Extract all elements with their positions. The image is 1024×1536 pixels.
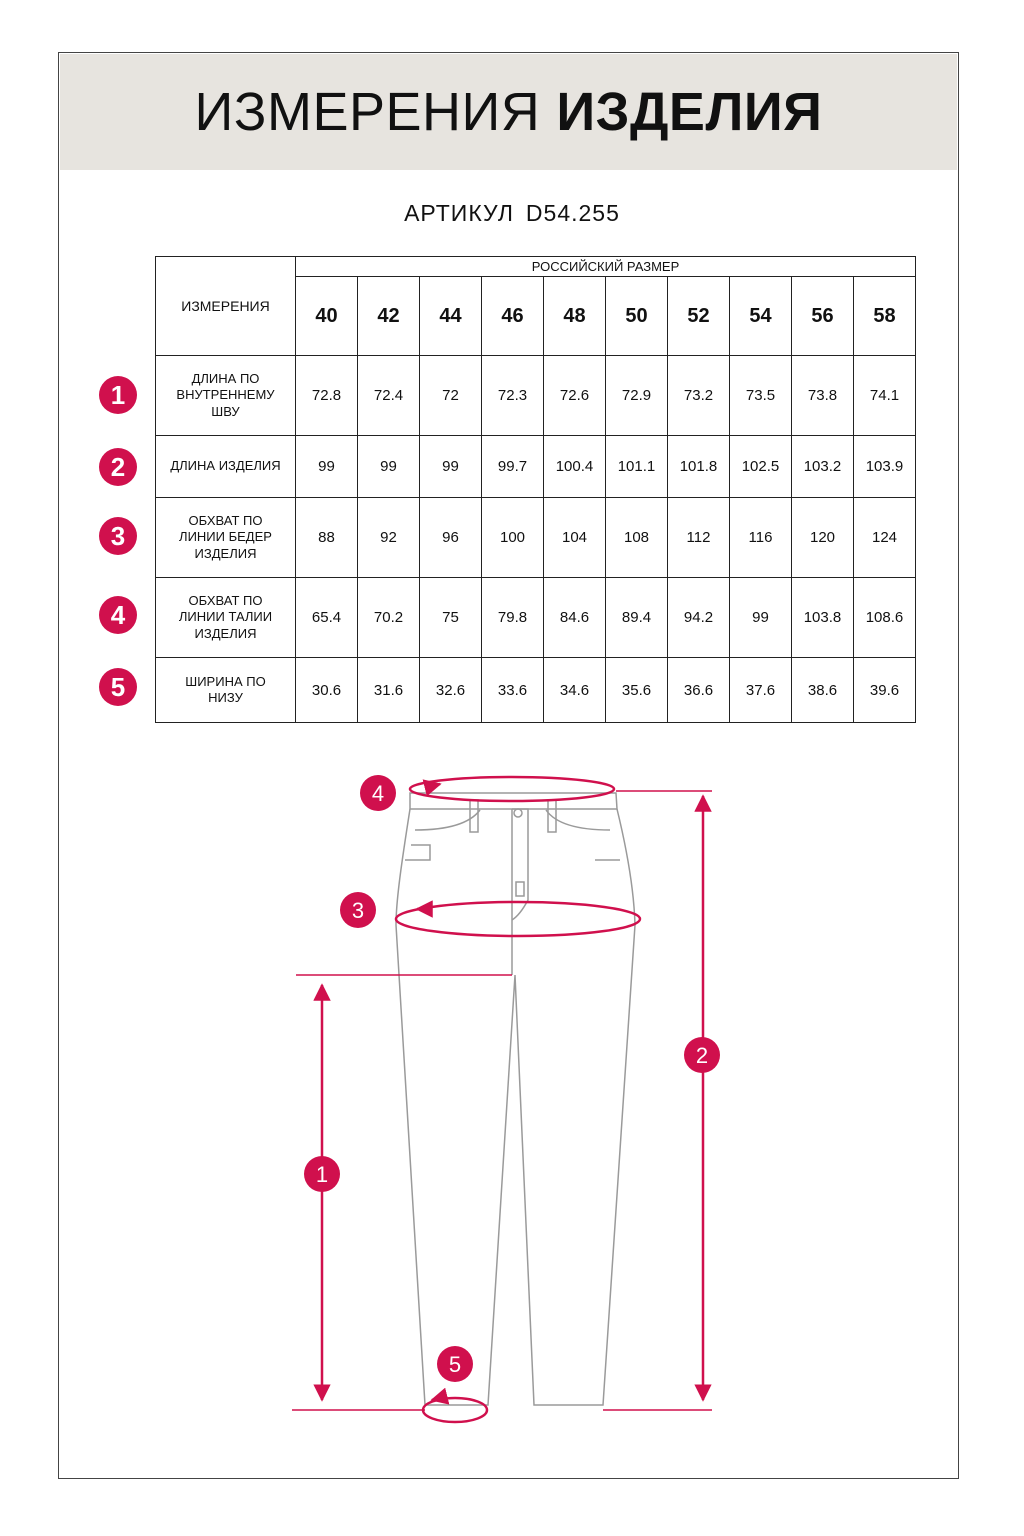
table-cell: 101.1 bbox=[606, 436, 668, 498]
diagram-marker bbox=[437, 1346, 473, 1382]
size-group-header: РОССИЙСКИЙ РАЗМЕР bbox=[296, 257, 916, 277]
table-cell: 34.6 bbox=[544, 658, 606, 723]
table-cell: 72.9 bbox=[606, 356, 668, 436]
table-cell: 38.6 bbox=[792, 658, 854, 723]
size-header: 48 bbox=[544, 277, 606, 356]
size-header: 42 bbox=[358, 277, 420, 356]
table-cell: 65.4 bbox=[296, 578, 358, 658]
row-label-line: ЛИНИИ БЕДЕР bbox=[179, 529, 272, 545]
table-cell: 72.6 bbox=[544, 356, 606, 436]
table-cell: 31.6 bbox=[358, 658, 420, 723]
table-cell: 73.5 bbox=[730, 356, 792, 436]
row-label-line: ЛИНИИ ТАЛИИ bbox=[178, 609, 273, 625]
table-cell: 99 bbox=[358, 436, 420, 498]
table-cell: 35.6 bbox=[606, 658, 668, 723]
diagram-marker-label: 3 bbox=[351, 898, 365, 923]
table-cell: 88 bbox=[296, 498, 358, 578]
row-number-badge: 1 bbox=[99, 376, 137, 414]
table-cell: 89.4 bbox=[606, 578, 668, 658]
row-label-line: ОБХВАТ ПО bbox=[188, 593, 263, 609]
table-cell: 102.5 bbox=[730, 436, 792, 498]
table-cell: 30.6 bbox=[296, 658, 358, 723]
row-number-badge: 4 bbox=[99, 596, 137, 634]
table-cell: 100.4 bbox=[544, 436, 606, 498]
diagram-marker bbox=[684, 1037, 720, 1073]
table-cell: 73.2 bbox=[668, 356, 730, 436]
table-cell: 103.8 bbox=[792, 578, 854, 658]
size-header: 50 bbox=[606, 277, 668, 356]
table-cell: 99 bbox=[296, 436, 358, 498]
diagram-marker-label: 1 bbox=[315, 1162, 329, 1187]
table-cell: 99 bbox=[420, 436, 482, 498]
table-cell: 75 bbox=[420, 578, 482, 658]
table-cell: 72.4 bbox=[358, 356, 420, 436]
reference-lines bbox=[292, 791, 712, 1410]
row-label-line: ОБХВАТ ПО bbox=[188, 513, 263, 529]
row-label-line: ИЗДЕЛИЯ bbox=[194, 545, 257, 561]
size-header: 54 bbox=[730, 277, 792, 356]
diagram-marker-label: 5 bbox=[448, 1352, 462, 1377]
row-number-badge: 2 bbox=[99, 448, 137, 486]
diagram-marker bbox=[340, 892, 376, 928]
table-cell: 73.8 bbox=[792, 356, 854, 436]
diagram-marker bbox=[360, 775, 396, 811]
diagram-marker bbox=[304, 1156, 340, 1192]
size-header: 58 bbox=[854, 277, 916, 356]
row-number-badge: 5 bbox=[99, 668, 137, 706]
table-cell: 72 bbox=[420, 356, 482, 436]
table-cell: 112 bbox=[668, 498, 730, 578]
row-label-line: ШВУ bbox=[211, 403, 240, 419]
table-cell: 84.6 bbox=[544, 578, 606, 658]
table-cell: 92 bbox=[358, 498, 420, 578]
pants-sketch bbox=[396, 793, 635, 1405]
measurements-header: ИЗМЕРЕНИЯ bbox=[156, 257, 296, 356]
article-label: АРТИКУЛ bbox=[404, 200, 514, 226]
row-label-line: НИЗУ bbox=[208, 690, 243, 705]
title-bold: ИЗДЕЛИЯ bbox=[556, 82, 823, 142]
size-header: 40 bbox=[296, 277, 358, 356]
table-cell: 120 bbox=[792, 498, 854, 578]
table-cell: 72.8 bbox=[296, 356, 358, 436]
table-cell: 99 bbox=[730, 578, 792, 658]
table-cell: 79.8 bbox=[482, 578, 544, 658]
table-cell: 101.8 bbox=[668, 436, 730, 498]
table-cell: 103.2 bbox=[792, 436, 854, 498]
row-label-line: ДЛИНА ИЗДЕЛИЯ bbox=[170, 458, 281, 474]
table-cell: 100 bbox=[482, 498, 544, 578]
title-light: ИЗМЕРЕНИЯ bbox=[194, 82, 541, 142]
diagram-marker-label: 4 bbox=[371, 781, 385, 806]
table-cell: 108 bbox=[606, 498, 668, 578]
diagram-marker-label: 2 bbox=[695, 1043, 709, 1068]
table-cell: 103.9 bbox=[854, 436, 916, 498]
row-label-line: ДЛИНА ПО bbox=[191, 371, 260, 387]
table-cell: 37.6 bbox=[730, 658, 792, 723]
table-cell: 70.2 bbox=[358, 578, 420, 658]
table-cell: 33.6 bbox=[482, 658, 544, 723]
row-label-line: ШИРИНА ПО bbox=[185, 673, 266, 689]
table-cell: 39.6 bbox=[854, 658, 916, 723]
size-header: 52 bbox=[668, 277, 730, 356]
article-code: D54.255 bbox=[525, 200, 620, 226]
size-header: 56 bbox=[792, 277, 854, 356]
row-label-line: ВНУТРЕННЕМУ bbox=[176, 387, 275, 403]
size-header: 46 bbox=[482, 277, 544, 356]
table-cell: 116 bbox=[730, 498, 792, 578]
table-cell: 74.1 bbox=[854, 356, 916, 436]
table-cell: 94.2 bbox=[668, 578, 730, 658]
table-cell: 99.7 bbox=[482, 436, 544, 498]
table-cell: 124 bbox=[854, 498, 916, 578]
table-cell: 96 bbox=[420, 498, 482, 578]
table-cell: 32.6 bbox=[420, 658, 482, 723]
table-cell: 72.3 bbox=[482, 356, 544, 436]
table-cell: 36.6 bbox=[668, 658, 730, 723]
row-number-badge: 3 bbox=[99, 517, 137, 555]
table-cell: 108.6 bbox=[854, 578, 916, 658]
table-cell: 104 bbox=[544, 498, 606, 578]
size-header: 44 bbox=[420, 277, 482, 356]
row-label-line: ИЗДЕЛИЯ bbox=[194, 625, 257, 641]
